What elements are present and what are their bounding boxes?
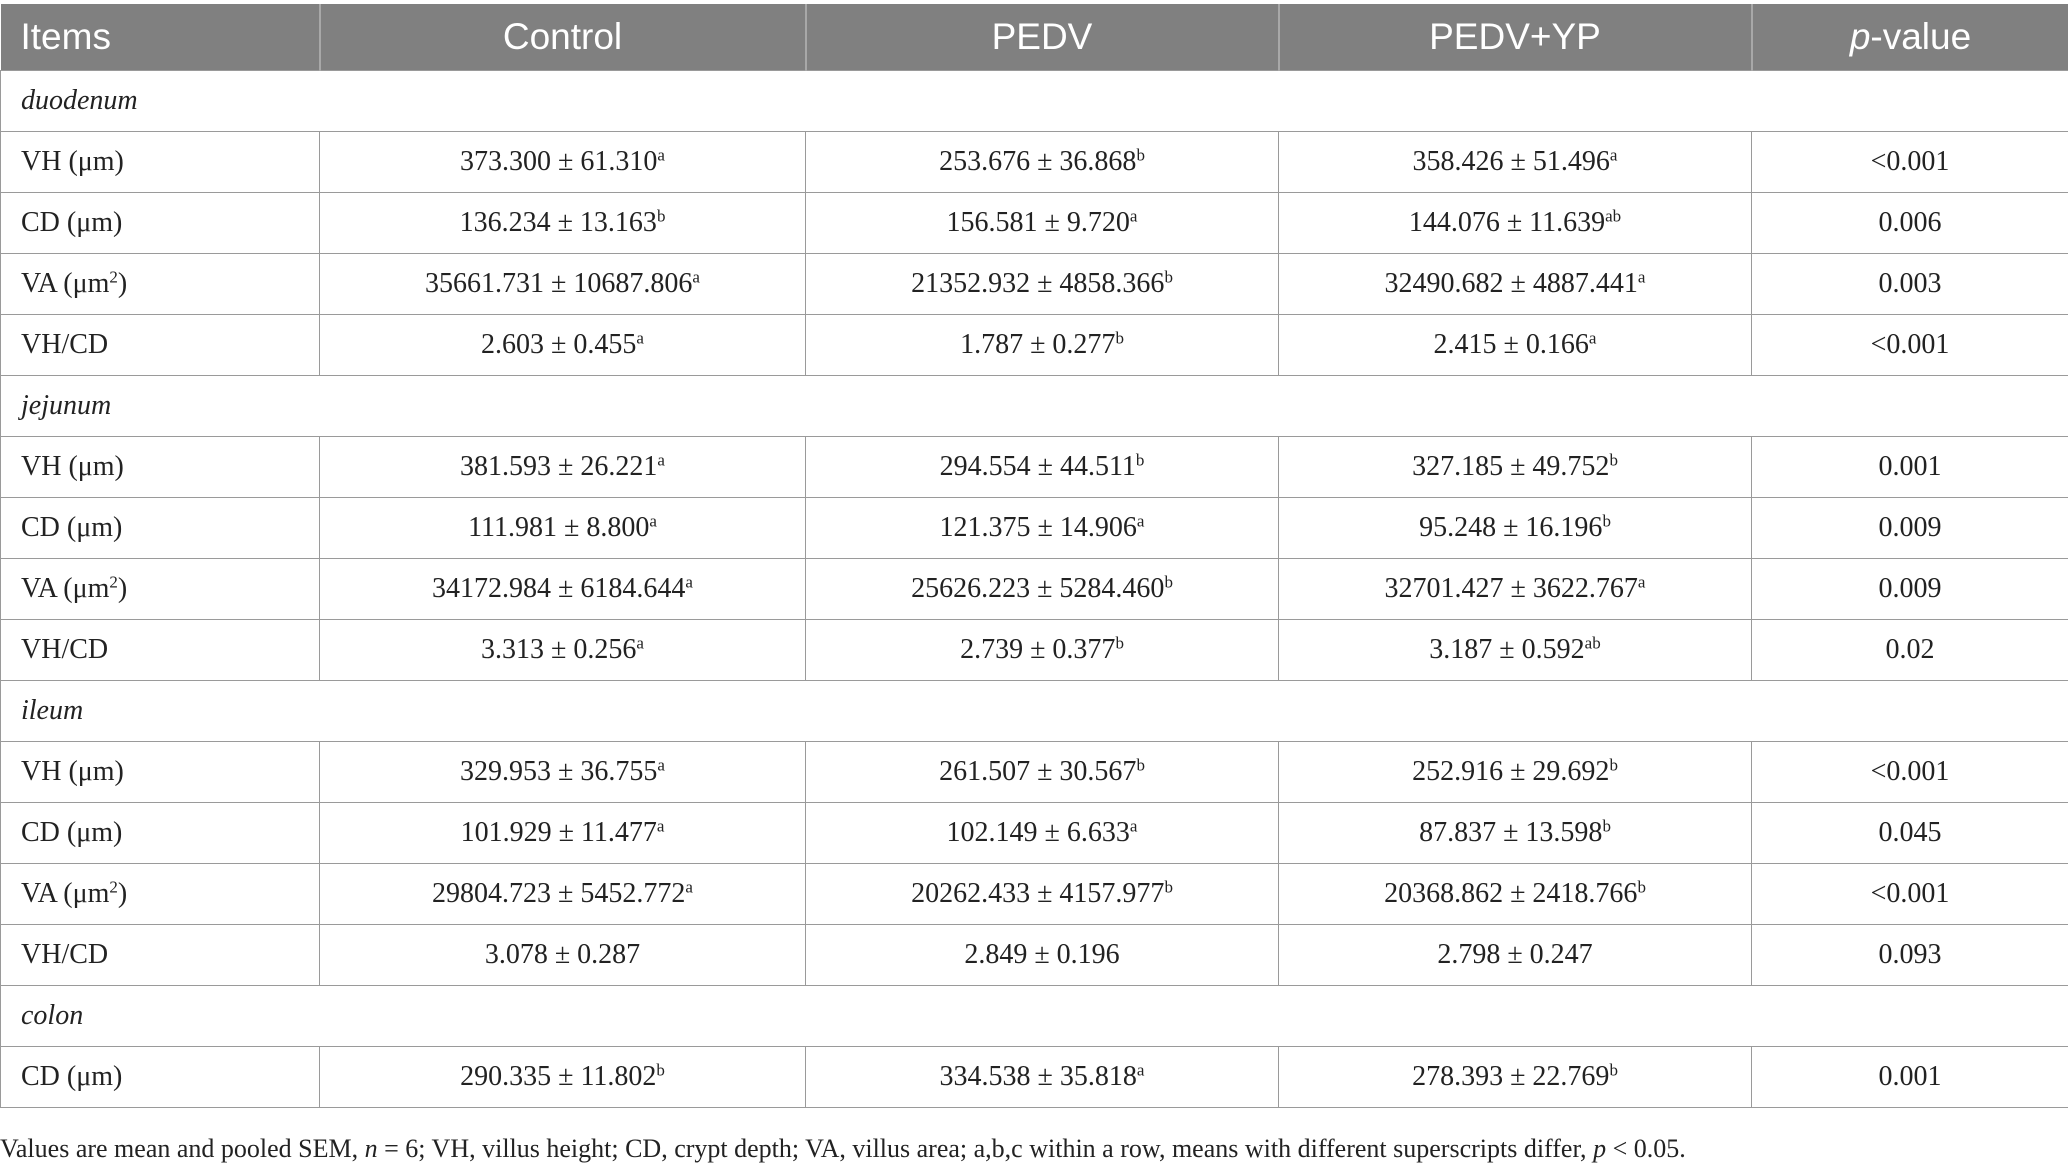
control-value: 101.929 ± 11.477	[460, 817, 657, 848]
header-p-value	[1752, 4, 2068, 71]
header-items: Items	[1, 4, 320, 71]
pedv-value: 20262.433 ± 4157.977	[911, 878, 1165, 909]
pedv-value-cell	[806, 437, 1279, 498]
p-value: <0.001	[1870, 878, 1950, 909]
pedv-yp-value-cell	[1279, 498, 1752, 559]
significance-superscript: a	[656, 816, 665, 836]
item-cell	[1, 864, 320, 925]
footnote-p: p	[1593, 1134, 1607, 1163]
control-value-cell	[320, 742, 806, 803]
pedv-yp-value: 95.248 ± 16.196	[1419, 512, 1603, 543]
pedv-value-cell	[806, 498, 1279, 559]
item-label: CD (μm)	[21, 512, 123, 543]
significance-superscript: a	[1588, 328, 1597, 348]
item-label: VH/CD	[21, 939, 109, 970]
significance-superscript: b	[1164, 877, 1173, 897]
pedv-yp-value: 20368.862 ± 2418.766	[1384, 878, 1638, 909]
item-label-end: )	[117, 878, 128, 909]
control-value-cell	[320, 315, 806, 376]
significance-superscript: b	[1164, 572, 1173, 592]
item-cell	[1, 132, 320, 193]
significance-superscript: a	[1637, 267, 1646, 287]
control-value: 35661.731 ± 10687.806	[425, 268, 693, 299]
control-value-cell	[320, 620, 806, 681]
significance-superscript: b	[1609, 450, 1618, 470]
item-superscript: 2	[109, 267, 118, 287]
control-value: 29804.723 ± 5452.772	[432, 878, 686, 909]
table-row	[1, 864, 2068, 925]
footnote-part2: = 6; VH, villus height; CD, crypt depth; VA, villus area; a,b,c within a row, means with different superscripts differ,	[377, 1134, 1594, 1163]
pedv-value-cell	[806, 193, 1279, 254]
pedv-value-cell	[806, 559, 1279, 620]
significance-superscript: b	[656, 1060, 665, 1080]
pedv-yp-value-cell	[1279, 437, 1752, 498]
item-cell	[1, 254, 320, 315]
pedv-value: 2.739 ± 0.377	[960, 634, 1116, 665]
section-row	[1, 681, 2068, 742]
p-value-cell	[1752, 132, 2068, 193]
significance-superscript: a	[1609, 145, 1618, 165]
item-cell	[1, 498, 320, 559]
pedv-yp-value: 2.415 ± 0.166	[1433, 329, 1589, 360]
p-value: <0.001	[1870, 146, 1950, 177]
pedv-yp-value-cell	[1279, 254, 1752, 315]
significance-superscript: a	[649, 511, 657, 531]
p-value-cell	[1752, 193, 2068, 254]
item-cell	[1, 742, 320, 803]
table-row	[1, 498, 2068, 559]
pedv-yp-value: 327.185 ± 49.752	[1412, 451, 1610, 482]
significance-superscript: a	[1129, 206, 1138, 226]
p-value: 0.093	[1878, 939, 1942, 970]
significance-superscript: b	[656, 206, 666, 226]
significance-superscript: a	[1637, 572, 1646, 592]
p-value: <0.001	[1870, 329, 1950, 360]
section-label: duodenum	[1, 71, 2068, 132]
table-row	[1, 620, 2068, 681]
control-value: 111.981 ± 8.800	[468, 512, 650, 543]
item-label: VA (μm	[21, 573, 110, 604]
control-value: 290.335 ± 11.802	[460, 1061, 657, 1092]
pedv-yp-value: 87.837 ± 13.598	[1419, 817, 1603, 848]
significance-superscript: b	[1602, 511, 1611, 531]
p-value-cell	[1752, 620, 2068, 681]
significance-superscript: a	[636, 328, 644, 348]
table-row	[1, 1047, 2068, 1108]
p-value-cell	[1752, 315, 2068, 376]
control-value: 2.603 ± 0.455	[481, 329, 637, 360]
p-value: <0.001	[1870, 756, 1950, 787]
p-value-cell	[1752, 254, 2068, 315]
significance-superscript: ab	[1584, 633, 1601, 653]
p-value-cell	[1752, 437, 2068, 498]
pedv-yp-value: 3.187 ± 0.592	[1429, 634, 1585, 665]
significance-superscript: ab	[1605, 206, 1622, 226]
item-label-end: )	[117, 268, 128, 299]
significance-superscript: b	[1609, 1060, 1618, 1080]
section-label: colon	[1, 986, 2068, 1047]
control-value-cell	[320, 132, 806, 193]
pedv-value: 334.538 ± 35.818	[939, 1061, 1137, 1092]
pedv-value-cell	[806, 620, 1279, 681]
p-value: 0.045	[1878, 817, 1942, 848]
section-label: ileum	[1, 681, 2068, 742]
significance-superscript: b	[1164, 267, 1173, 287]
control-value: 34172.984 ± 6184.644	[432, 573, 686, 604]
p-value: 0.003	[1878, 268, 1942, 299]
pedv-value: 21352.932 ± 4858.366	[911, 268, 1165, 299]
pedv-value-cell	[806, 925, 1279, 986]
item-label: VH/CD	[21, 329, 109, 360]
header-pedv-yp: PEDV+YP	[1279, 4, 1752, 71]
significance-superscript: b	[1637, 877, 1646, 897]
footnote-part1: Values are mean and pooled SEM,	[0, 1134, 365, 1163]
significance-superscript: a	[1136, 511, 1145, 531]
item-superscript: 2	[109, 572, 118, 592]
significance-superscript: a	[1129, 816, 1138, 836]
significance-superscript: a	[685, 572, 693, 592]
significance-superscript: a	[1136, 1060, 1145, 1080]
significance-superscript: a	[657, 755, 665, 775]
item-label: VA (μm	[21, 268, 110, 299]
pedv-yp-value: 32490.682 ± 4887.441	[1384, 268, 1638, 299]
p-value: 0.006	[1878, 207, 1942, 238]
significance-superscript: b	[1609, 755, 1618, 775]
table-row	[1, 132, 2068, 193]
pedv-yp-value-cell	[1279, 925, 1752, 986]
pedv-yp-value-cell	[1279, 315, 1752, 376]
pedv-value: 261.507 ± 30.567	[939, 756, 1137, 787]
pedv-value: 294.554 ± 44.511	[939, 451, 1136, 482]
p-value-cell	[1752, 742, 2068, 803]
pedv-value-cell	[806, 803, 1279, 864]
significance-superscript: a	[636, 633, 644, 653]
control-value-cell	[320, 803, 806, 864]
item-label-end: )	[117, 573, 128, 604]
significance-superscript: a	[657, 450, 665, 470]
pedv-yp-value-cell	[1279, 620, 1752, 681]
pedv-value: 253.676 ± 36.868	[939, 146, 1137, 177]
control-value: 329.953 ± 36.755	[460, 756, 658, 787]
control-value: 381.593 ± 26.221	[460, 451, 658, 482]
item-label: CD (μm)	[21, 207, 123, 238]
section-row	[1, 71, 2068, 132]
pedv-yp-value-cell	[1279, 864, 1752, 925]
table-row	[1, 925, 2068, 986]
section-row	[1, 986, 2068, 1047]
item-label: CD (μm)	[21, 817, 123, 848]
p-value-cell	[1752, 498, 2068, 559]
p-letter: p	[1849, 16, 1871, 57]
item-cell	[1, 193, 320, 254]
pedv-yp-value-cell	[1279, 803, 1752, 864]
header-pedv: PEDV	[806, 4, 1279, 71]
item-cell	[1, 620, 320, 681]
pedv-value: 121.375 ± 14.906	[939, 512, 1137, 543]
significance-superscript: a	[692, 267, 700, 287]
p-value: 0.02	[1885, 634, 1935, 665]
pedv-value: 1.787 ± 0.277	[960, 329, 1116, 360]
item-cell	[1, 559, 320, 620]
pedv-yp-value: 32701.427 ± 3622.767	[1384, 573, 1638, 604]
significance-superscript: b	[1115, 633, 1124, 653]
p-value-cell	[1752, 1047, 2068, 1108]
control-value-cell	[320, 559, 806, 620]
p-value-cell	[1752, 864, 2068, 925]
pedv-value-cell	[806, 254, 1279, 315]
item-cell	[1, 803, 320, 864]
p-value: 0.009	[1878, 512, 1942, 543]
p-value-cell	[1752, 559, 2068, 620]
pedv-yp-value: 2.798 ± 0.247	[1437, 939, 1593, 970]
item-cell	[1, 315, 320, 376]
table-row	[1, 437, 2068, 498]
pedv-value-cell	[806, 742, 1279, 803]
pedv-value-cell	[806, 864, 1279, 925]
section-label: jejunum	[1, 376, 2068, 437]
header-row	[1, 4, 2068, 71]
significance-superscript: b	[1136, 755, 1145, 775]
table-footnote	[0, 1134, 2068, 1164]
item-cell	[1, 1047, 320, 1108]
pedv-yp-value: 144.076 ± 11.639	[1408, 207, 1606, 238]
item-cell	[1, 925, 320, 986]
footnote-n: n	[364, 1134, 378, 1163]
item-label: VH (μm)	[21, 451, 124, 482]
significance-superscript: a	[657, 145, 665, 165]
p-value-cell	[1752, 925, 2068, 986]
p-value-cell	[1752, 803, 2068, 864]
pedv-yp-value-cell	[1279, 559, 1752, 620]
item-cell	[1, 437, 320, 498]
header-control: Control	[320, 4, 806, 71]
pedv-yp-value-cell	[1279, 742, 1752, 803]
pedv-yp-value: 358.426 ± 51.496	[1412, 146, 1610, 177]
pedv-value: 2.849 ± 0.196	[964, 939, 1120, 970]
significance-superscript: a	[685, 877, 693, 897]
footnote-part3: < 0.05.	[1606, 1134, 1686, 1163]
table-row	[1, 315, 2068, 376]
significance-superscript: b	[1602, 816, 1611, 836]
significance-superscript: b	[1115, 328, 1124, 348]
significance-superscript: b	[1136, 145, 1145, 165]
pedv-yp-value: 252.916 ± 29.692	[1412, 756, 1610, 787]
data-table	[0, 4, 2068, 1108]
control-value-cell	[320, 498, 806, 559]
table-row	[1, 254, 2068, 315]
table-row	[1, 742, 2068, 803]
significance-superscript: b	[1135, 450, 1145, 470]
pedv-value-cell	[806, 1047, 1279, 1108]
pedv-yp-value-cell	[1279, 193, 1752, 254]
control-value-cell	[320, 254, 806, 315]
item-label: CD (μm)	[21, 1061, 123, 1092]
control-value-cell	[320, 925, 806, 986]
pedv-value-cell	[806, 132, 1279, 193]
control-value-cell	[320, 437, 806, 498]
control-value-cell	[320, 864, 806, 925]
table-row	[1, 803, 2068, 864]
p-value-suffix: -value	[1870, 16, 1972, 57]
pedv-value-cell	[806, 315, 1279, 376]
control-value-cell	[320, 1047, 806, 1108]
p-value: 0.001	[1878, 1061, 1942, 1092]
pedv-value: 25626.223 ± 5284.460	[911, 573, 1165, 604]
p-value: 0.001	[1878, 451, 1942, 482]
item-label: VA (μm	[21, 878, 110, 909]
control-value-cell	[320, 193, 806, 254]
table-row	[1, 559, 2068, 620]
pedv-yp-value: 278.393 ± 22.769	[1412, 1061, 1610, 1092]
item-label: VH/CD	[21, 634, 109, 665]
section-row	[1, 376, 2068, 437]
pedv-value: 156.581 ± 9.720	[946, 207, 1130, 238]
item-label: VH (μm)	[21, 146, 124, 177]
pedv-yp-value-cell	[1279, 1047, 1752, 1108]
item-label: VH (μm)	[21, 756, 124, 787]
control-value: 3.313 ± 0.256	[481, 634, 637, 665]
control-value: 3.078 ± 0.287	[484, 939, 641, 970]
pedv-value: 102.149 ± 6.633	[946, 817, 1130, 848]
p-value: 0.009	[1878, 573, 1942, 604]
control-value: 136.234 ± 13.163	[459, 207, 657, 238]
item-superscript: 2	[109, 877, 118, 897]
control-value: 373.300 ± 61.310	[460, 146, 658, 177]
table-row	[1, 193, 2068, 254]
pedv-yp-value-cell	[1279, 132, 1752, 193]
